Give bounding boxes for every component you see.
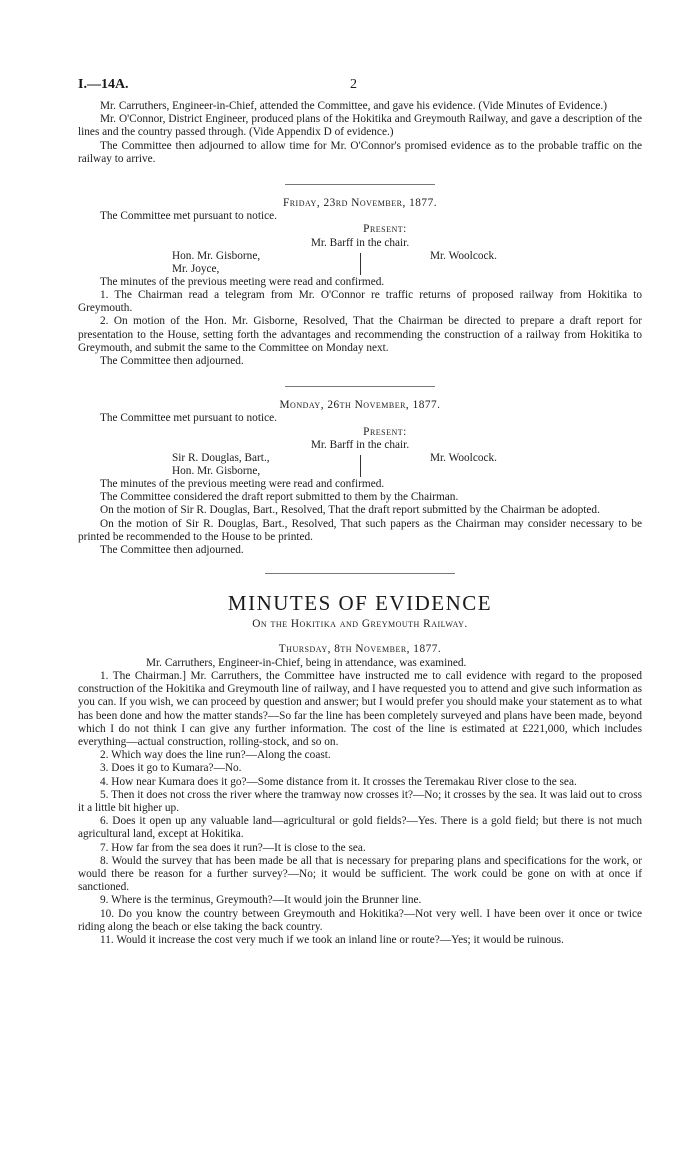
evidence-subtitle: On the Hokitika and Greymouth Railway.	[252, 618, 468, 631]
qa-item: 6. Does it open up any valuable land—agricultural or gold fields?—Yes. There is a gold field; but there is not much agricultural land, except at Hokitika.	[78, 815, 642, 841]
meeting-date: Friday, 23rd November, 1877.	[282, 197, 438, 210]
minute-item: The minutes of the previous meeting were read and confirmed.	[100, 478, 385, 491]
qa-item: 8. Would the survey that has been made be all that is necessary for preparing plans and specifications for the work, or would there be reason for a further survey?—No; it would be sufficient. The work could be gone on with at once if sanctioned.	[78, 854, 642, 894]
page-body	[78, 100, 642, 947]
minute-item: The Committee considered the draft report submitted to them by the Chairman.	[100, 491, 459, 504]
page-header	[78, 78, 640, 96]
meeting-date: Monday, 26th November, 1877.	[279, 399, 441, 412]
minute-item: On the motion of Sir R. Douglas, Bart., Resolved, That such papers as the Chairman may consider necessary to be printed be recommended to the House to be printed.	[78, 517, 642, 543]
meeting-notice: The Committee met pursuant to notice.	[100, 210, 277, 223]
meeting-notice: The Committee met pursuant to notice.	[100, 412, 277, 425]
present-label: Present:	[363, 223, 407, 236]
qa-item: 9. Where is the terminus, Greymouth?—It would join the Brunner line.	[100, 894, 422, 907]
attendee: Mr. Joyce,	[172, 262, 220, 275]
qa-item: 5. Then it does not cross the river where the tramway now crosses it?—No; it crosses by the sea. It was laid out to cross it a little bit higher up.	[78, 788, 642, 814]
intro-paragraph: Mr. Carruthers, Engineer-in-Chief, attended the Committee, and gave his evidence. (Vide Minutes of Evidence.)	[100, 100, 607, 112]
minute-item: On the motion of Sir R. Douglas, Bart., Resolved, That the draft report submitted by the Chairman be adopted.	[100, 504, 600, 517]
attendee: Sir R. Douglas, Bart.,	[172, 452, 270, 465]
qa-item: 7. How far from the sea does it run?—It is close to the sea.	[100, 841, 366, 854]
chair-line: Mr. Barff in the chair.	[310, 438, 410, 451]
minute-item: The Committee then adjourned.	[100, 544, 244, 557]
minute-item: 1. The Chairman read a telegram from Mr. O'Connor re traffic returns of proposed railway from Hokitika to Greymouth.	[78, 289, 642, 315]
section-divider	[285, 386, 435, 387]
qa-item: 10. Do you know the country between Greymouth and Hokitika?—Not very well. I have been over it once or twice riding along the beach or else taking the back country.	[78, 907, 642, 933]
witness-line: Mr. Carruthers, Engineer-in-Chief, being in attendance, was examined.	[146, 656, 467, 669]
intro-paragraph: The Committee then adjourned to allow time for Mr. O'Connor's promised evidence as to the probable traffic on the railway to arrive.	[78, 139, 642, 165]
evidence-title: MINUTES OF EVIDENCE	[227, 591, 493, 616]
qa-item: 3. Does it go to Kumara?—No.	[100, 762, 242, 775]
attendee: Hon. Mr. Gisborne,	[172, 249, 261, 262]
present-label: Present:	[363, 425, 407, 438]
chair-line: Mr. Barff in the chair.	[310, 236, 410, 249]
minute-item: 2. On motion of the Hon. Mr. Gisborne, Resolved, That the Chairman be directed to prepare a draft report for presentation to the House, setting forth the advantages and recommending the construction of a railway from Hokitika to Greymouth, and submit the same to the Committee on Monday next.	[78, 315, 642, 354]
attendance-list	[78, 250, 642, 276]
paper-id: I.—14A.	[78, 77, 129, 92]
attendee: Mr. Woolcock.	[430, 249, 497, 262]
section-divider	[285, 184, 435, 185]
qa-item: 4. How near Kumara does it go?—Some distance from it. It crosses the Teremakau River close to the sea.	[100, 775, 577, 788]
page-number: 2	[350, 77, 357, 92]
brace-line	[360, 455, 361, 477]
attendee: Mr. Woolcock.	[430, 452, 497, 465]
section-divider	[265, 573, 455, 574]
minute-item: The Committee then adjourned.	[100, 355, 244, 368]
minute-item: The minutes of the previous meeting were read and confirmed.	[100, 275, 385, 288]
attendance-list	[78, 452, 642, 478]
qa-item: 1. The Chairman.] Mr. Carruthers, the Committee have instructed me to call evidence with regard to the proposed construction of the Hokitika and Greymouth line of railway, and I have requested you to attend and give such information as you can. If you wish, we can proceed by question and answer; but I would prefer you should make your statement as to what has been done and how the matter stands?—So far the line has been completely surveyed and plans have been made, beyond which I do not think I can give any further information. The cost of the line is estimated at £221,000, which includes everything—actual construction, rolling-stock, and so on.	[78, 669, 642, 748]
intro-paragraph: Mr. O'Connor, District Engineer, produced plans of the Hokitika and Greymouth Railway, and gave a description of the lines and the country passed through. (Vide Appendix D of evidence.)	[78, 113, 642, 139]
evidence-date: Thursday, 8th November, 1877.	[278, 643, 442, 656]
attendee: Hon. Mr. Gisborne,	[172, 465, 261, 478]
brace-line	[360, 253, 361, 275]
qa-item: 2. Which way does the line run?—Along the coast.	[100, 749, 331, 762]
qa-item: 11. Would it increase the cost very much if we took an inland line or route?—Yes; it would be ruinous.	[100, 933, 564, 946]
